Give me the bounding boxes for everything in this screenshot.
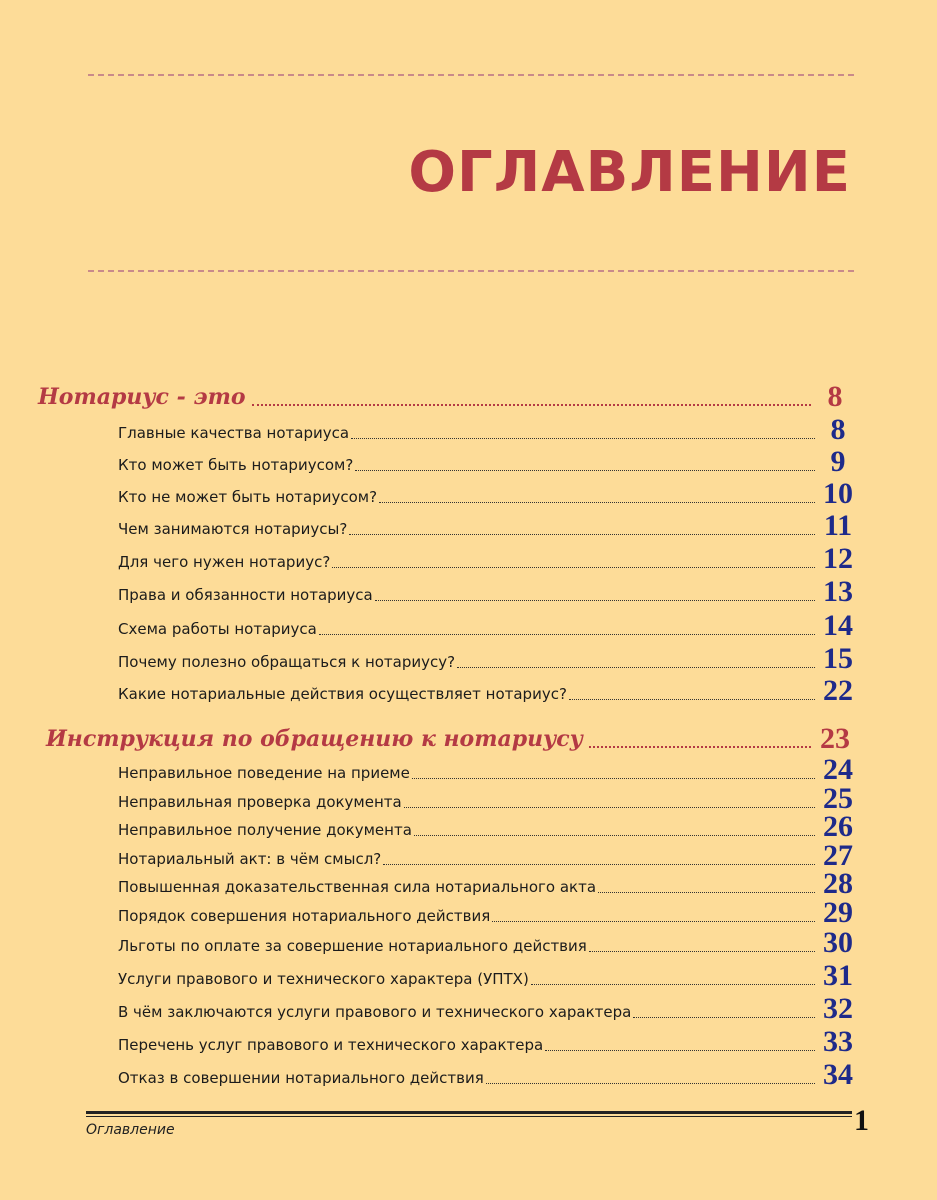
dot-leader xyxy=(492,920,815,922)
toc-page-number: 28 xyxy=(823,867,853,900)
toc-entry-label: Услуги правового и технического характера (УПТХ) xyxy=(118,970,529,988)
toc-entry-label: Льготы по оплате за совершение нотариального действия xyxy=(118,937,587,955)
dot-leader xyxy=(332,566,815,568)
toc-page-number: 10 xyxy=(823,477,853,510)
toc-entry[interactable] xyxy=(118,1026,855,1056)
toc-entry-label: Чем занимаются нотариусы? xyxy=(118,520,348,538)
toc-page-number: 15 xyxy=(823,642,853,675)
dot-leader xyxy=(486,1082,815,1084)
toc-page-number: 9 xyxy=(830,445,846,478)
toc-entry-label: Главные качества нотариуса xyxy=(118,424,350,442)
dot-leader xyxy=(349,533,815,535)
toc-page-number: 8 xyxy=(827,380,843,413)
toc-entry[interactable] xyxy=(118,960,855,990)
toc-entry[interactable] xyxy=(118,993,855,1023)
toc-entry[interactable] xyxy=(118,783,855,813)
toc-entry[interactable] xyxy=(118,643,855,673)
toc-page-number: 33 xyxy=(823,1025,853,1058)
toc-page-number: 22 xyxy=(823,674,853,707)
toc-entry-label: Нотариальный акт: в чём смысл? xyxy=(118,850,382,868)
toc-entry-label: Схема работы нотариуса xyxy=(118,620,317,638)
dot-leader xyxy=(412,777,815,779)
toc-entry-label: Кто не может быть нотариусом? xyxy=(118,488,378,506)
toc-page-number: 13 xyxy=(823,575,853,608)
dot-leader xyxy=(589,745,811,748)
toc-entry[interactable] xyxy=(118,811,855,841)
toc-entry-label: Неправильное поведение на приеме xyxy=(118,764,410,782)
toc-entry[interactable] xyxy=(118,675,855,705)
dot-leader xyxy=(375,599,815,601)
toc-entry-label: В чём заключаются услуги правового и технического характера xyxy=(118,1003,632,1021)
toc-page-number: 34 xyxy=(823,1058,853,1091)
toc-entry[interactable] xyxy=(118,897,855,927)
dot-leader xyxy=(531,983,815,985)
footer-label: Оглавление xyxy=(86,1122,175,1138)
dot-leader xyxy=(355,469,815,471)
toc-page-number: 30 xyxy=(823,926,853,959)
dot-leader xyxy=(404,806,815,808)
toc-entry[interactable] xyxy=(118,840,855,870)
toc-page-number: 31 xyxy=(823,959,853,992)
dot-leader xyxy=(414,834,815,836)
dot-leader xyxy=(351,437,815,439)
toc-entry-label: Неправильная проверка документа xyxy=(118,793,402,811)
footer-rule-thick xyxy=(86,1111,852,1114)
toc-page-number: 8 xyxy=(830,413,846,446)
page-number: 1 xyxy=(854,1104,869,1137)
toc-entry[interactable] xyxy=(118,610,855,640)
dot-leader xyxy=(545,1049,815,1051)
toc-page-number: 12 xyxy=(823,542,853,575)
toc-entry-label: Неправильное получение документа xyxy=(118,821,412,839)
top-dashed-divider xyxy=(88,74,854,76)
dot-leader xyxy=(569,698,815,700)
dot-leader xyxy=(589,950,815,952)
dot-leader xyxy=(457,666,815,668)
toc-page-number: 14 xyxy=(823,609,853,642)
toc-entry-label: Отказ в совершении нотариального действия xyxy=(118,1069,484,1087)
dot-leader xyxy=(383,863,815,865)
toc-page-number: 11 xyxy=(823,509,853,542)
toc-entry[interactable] xyxy=(118,927,855,957)
toc-entry[interactable] xyxy=(118,446,855,476)
toc-entry[interactable] xyxy=(118,754,855,784)
bottom-dashed-divider xyxy=(88,270,854,272)
toc-page-number: 27 xyxy=(823,839,853,872)
toc-entry[interactable] xyxy=(118,576,855,606)
toc-entry[interactable] xyxy=(118,1059,855,1089)
dot-leader xyxy=(319,633,815,635)
toc-entry[interactable] xyxy=(118,868,855,898)
toc-entry-label: Права и обязанности нотариуса xyxy=(118,586,373,604)
toc-entry[interactable] xyxy=(118,478,855,508)
toc-entry-label: Какие нотариальные действия осуществляет нотариус? xyxy=(118,685,567,703)
toc-page-number: 26 xyxy=(823,810,853,843)
toc-section-label: Нотариус - это xyxy=(38,384,246,410)
toc-section-instruction[interactable] xyxy=(46,720,855,754)
dot-leader xyxy=(252,403,811,406)
page-title: ОГЛАВЛЕНИЕ xyxy=(408,140,851,205)
toc-page-number: 29 xyxy=(823,896,853,929)
toc-entry[interactable] xyxy=(118,510,855,540)
toc-section-label: Инструкция по обращению к нотариусу xyxy=(46,726,583,752)
toc-page-number: 24 xyxy=(823,753,853,786)
toc-page-number: 25 xyxy=(823,782,853,815)
footer-rule-thin xyxy=(86,1116,852,1117)
toc-entry-label: Перечень услуг правового и технического характера xyxy=(118,1036,544,1054)
toc-entry-label: Для чего нужен нотариус? xyxy=(118,553,331,571)
toc-entry[interactable] xyxy=(118,543,855,573)
dot-leader xyxy=(598,891,815,893)
toc-page-number: 23 xyxy=(820,722,850,755)
toc-section-notary[interactable] xyxy=(38,378,855,412)
toc-entry-label: Повышенная доказательственная сила нотариального акта xyxy=(118,878,597,896)
toc-entry[interactable] xyxy=(118,414,855,444)
dot-leader xyxy=(633,1016,815,1018)
dot-leader xyxy=(379,501,815,503)
toc-entry-label: Кто может быть нотариусом? xyxy=(118,456,354,474)
toc-entry-label: Почему полезно обращаться к нотариусу? xyxy=(118,653,456,671)
toc-page-number: 32 xyxy=(823,992,853,1025)
toc-entry-label: Порядок совершения нотариального действия xyxy=(118,907,491,925)
